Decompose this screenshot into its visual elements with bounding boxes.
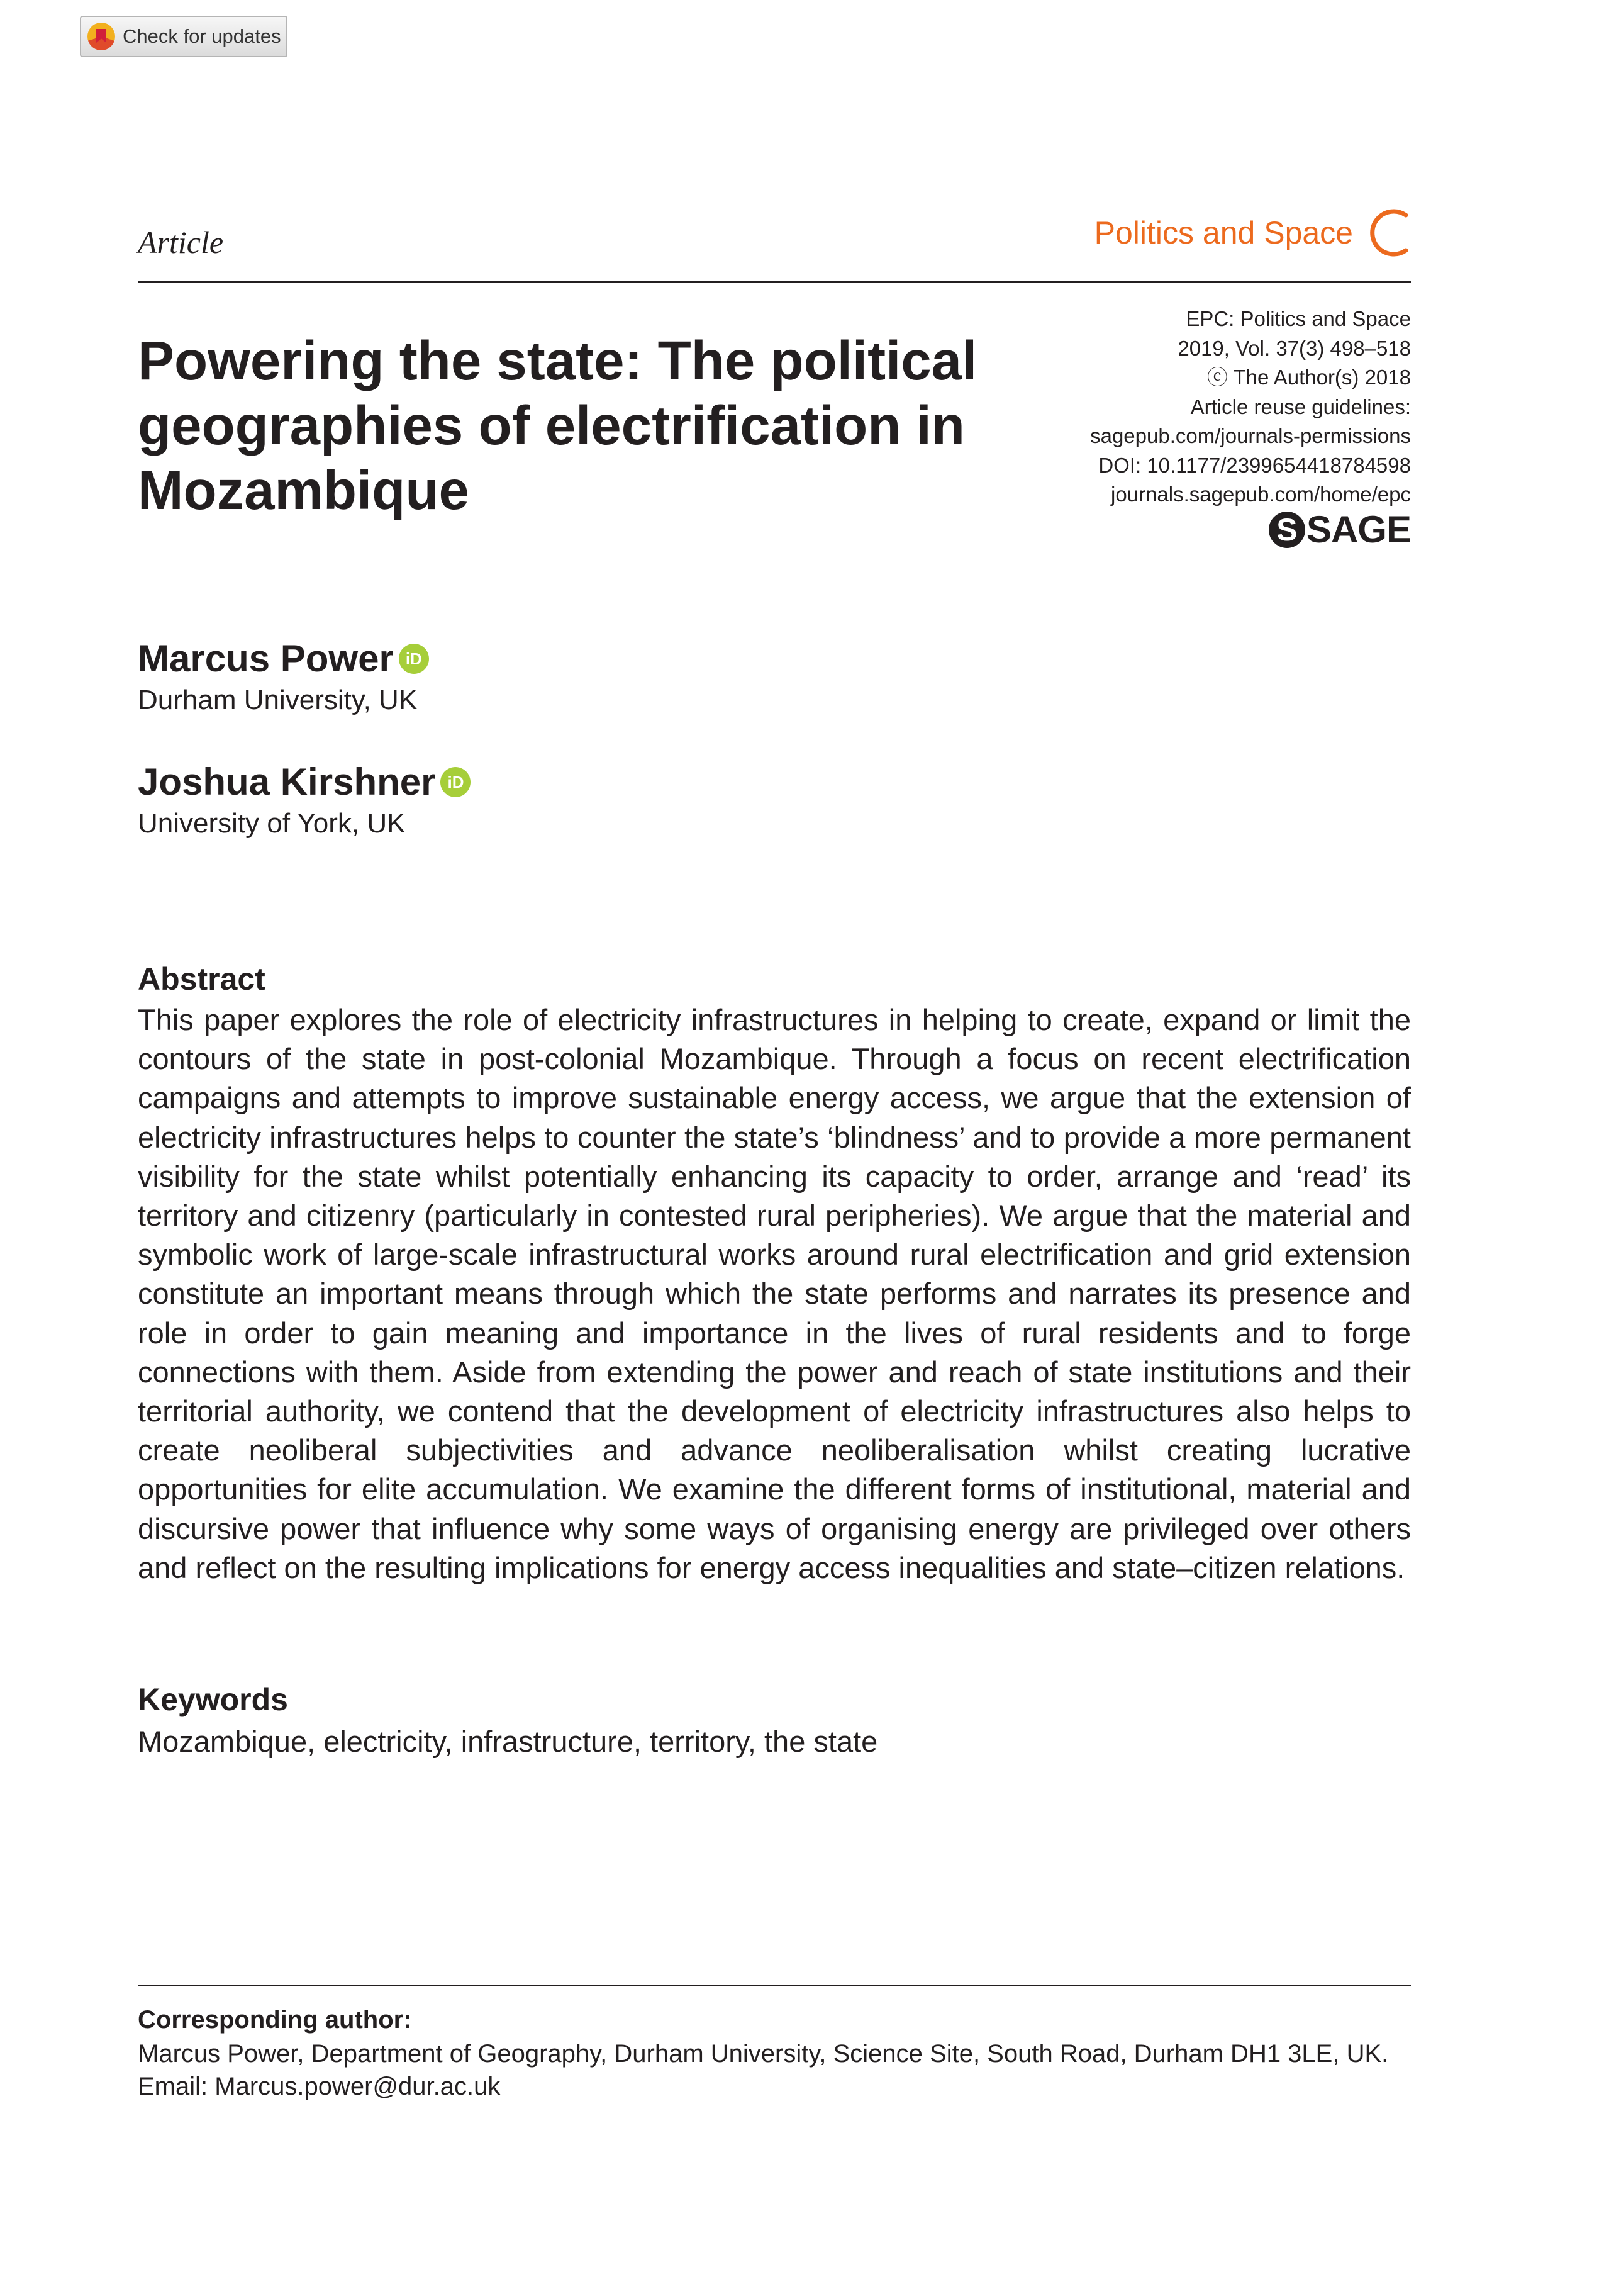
orcid-icon[interactable]: iD — [399, 644, 429, 674]
meta-reuse-label: Article reuse guidelines: — [1190, 395, 1411, 418]
author-affiliation: Durham University, UK — [138, 685, 418, 715]
meta-copyright: ⓒ The Author(s) 2018 — [1206, 366, 1411, 389]
author-name — [138, 637, 429, 680]
meta-permissions-link[interactable]: sagepub.com/journals-permissions — [1090, 424, 1411, 447]
check-for-updates-button[interactable] — [80, 16, 287, 57]
abstract-text: This paper explores the role of electricity infrastructures in helping to create, expand or limit the contours of the state in post-colonial Mozambique. Through a focus on recent electrification campaigns and attempts to improve sustainable energy access, we argue that the extension of electricity infrastructures helps to counter the state’s ‘blindness’ and to provide a more permanent visibility for the state whilst potentially enhancing its capacity to order, arrange and ‘read’ its territory and citizenry (particularly in contested rural peripheries). We argue that the material and symbolic work of large-scale infrastructural works around rural electrification and grid extension constitute an important means through which the state performs and narrates its presence and role in order to gain meaning and importance in the lives of rural residents and to forge connections with them. Aside from extending the power and reach of state institutions and their territorial authority, we contend that the development of electricity infrastructures also helps to create neoliberal subjectivities and advance neoliberalisation whilst creating lucrative opportunities for elite accumulation. We examine the different forms of institutional, material and discursive power that influence why some ways of organising energy are privileged over others and reflect on the resulting implications for energy access inequalities and state–citizen relations. — [138, 1003, 1411, 1584]
sage-logo-word: SAGE — [1306, 508, 1411, 551]
corresponding-author-address: Marcus Power, Department of Geography, Durham University, Science Site, South Road, Durham DH1 3LE, UK. — [138, 2040, 1389, 2068]
author-name — [138, 760, 471, 804]
sage-logo — [1269, 508, 1411, 551]
author-affiliation: University of York, UK — [138, 808, 406, 839]
meta-journal: EPC: Politics and Space — [1186, 307, 1411, 330]
author-name-text: Joshua Kirshner — [138, 761, 436, 803]
article-type: Article — [138, 225, 224, 260]
header-divider — [138, 281, 1411, 283]
publication-meta — [1090, 305, 1411, 510]
journal-brand-name: Politics and Space — [1094, 215, 1353, 250]
footer-divider — [138, 1985, 1411, 1986]
journal-c-logo-icon — [1364, 206, 1411, 259]
abstract-heading: Abstract — [138, 961, 265, 997]
sage-logo-mark: S — [1269, 512, 1305, 548]
meta-volume: 2019, Vol. 37(3) 498–518 — [1178, 336, 1411, 360]
keywords-text: Mozambique, electricity, infrastructure, territory, the state — [138, 1725, 878, 1758]
article-title: Powering the state: The political geographies of electrification in Mozambique — [138, 330, 977, 521]
orcid-icon[interactable]: iD — [440, 767, 471, 797]
crossmark-icon — [87, 23, 115, 50]
meta-journal-link[interactable]: journals.sagepub.com/home/epc — [1111, 483, 1411, 506]
journal-brand — [1094, 206, 1411, 259]
meta-doi[interactable]: DOI: 10.1177/2399654418784598 — [1098, 453, 1411, 477]
corresponding-author-heading: Corresponding author: — [138, 2006, 412, 2034]
corresponding-author-email[interactable]: Email: Marcus.power@dur.ac.uk — [138, 2073, 501, 2100]
check-for-updates-label: Check for updates — [123, 25, 281, 47]
keywords-heading: Keywords — [138, 1682, 288, 1717]
author-name-text: Marcus Power — [138, 637, 394, 680]
